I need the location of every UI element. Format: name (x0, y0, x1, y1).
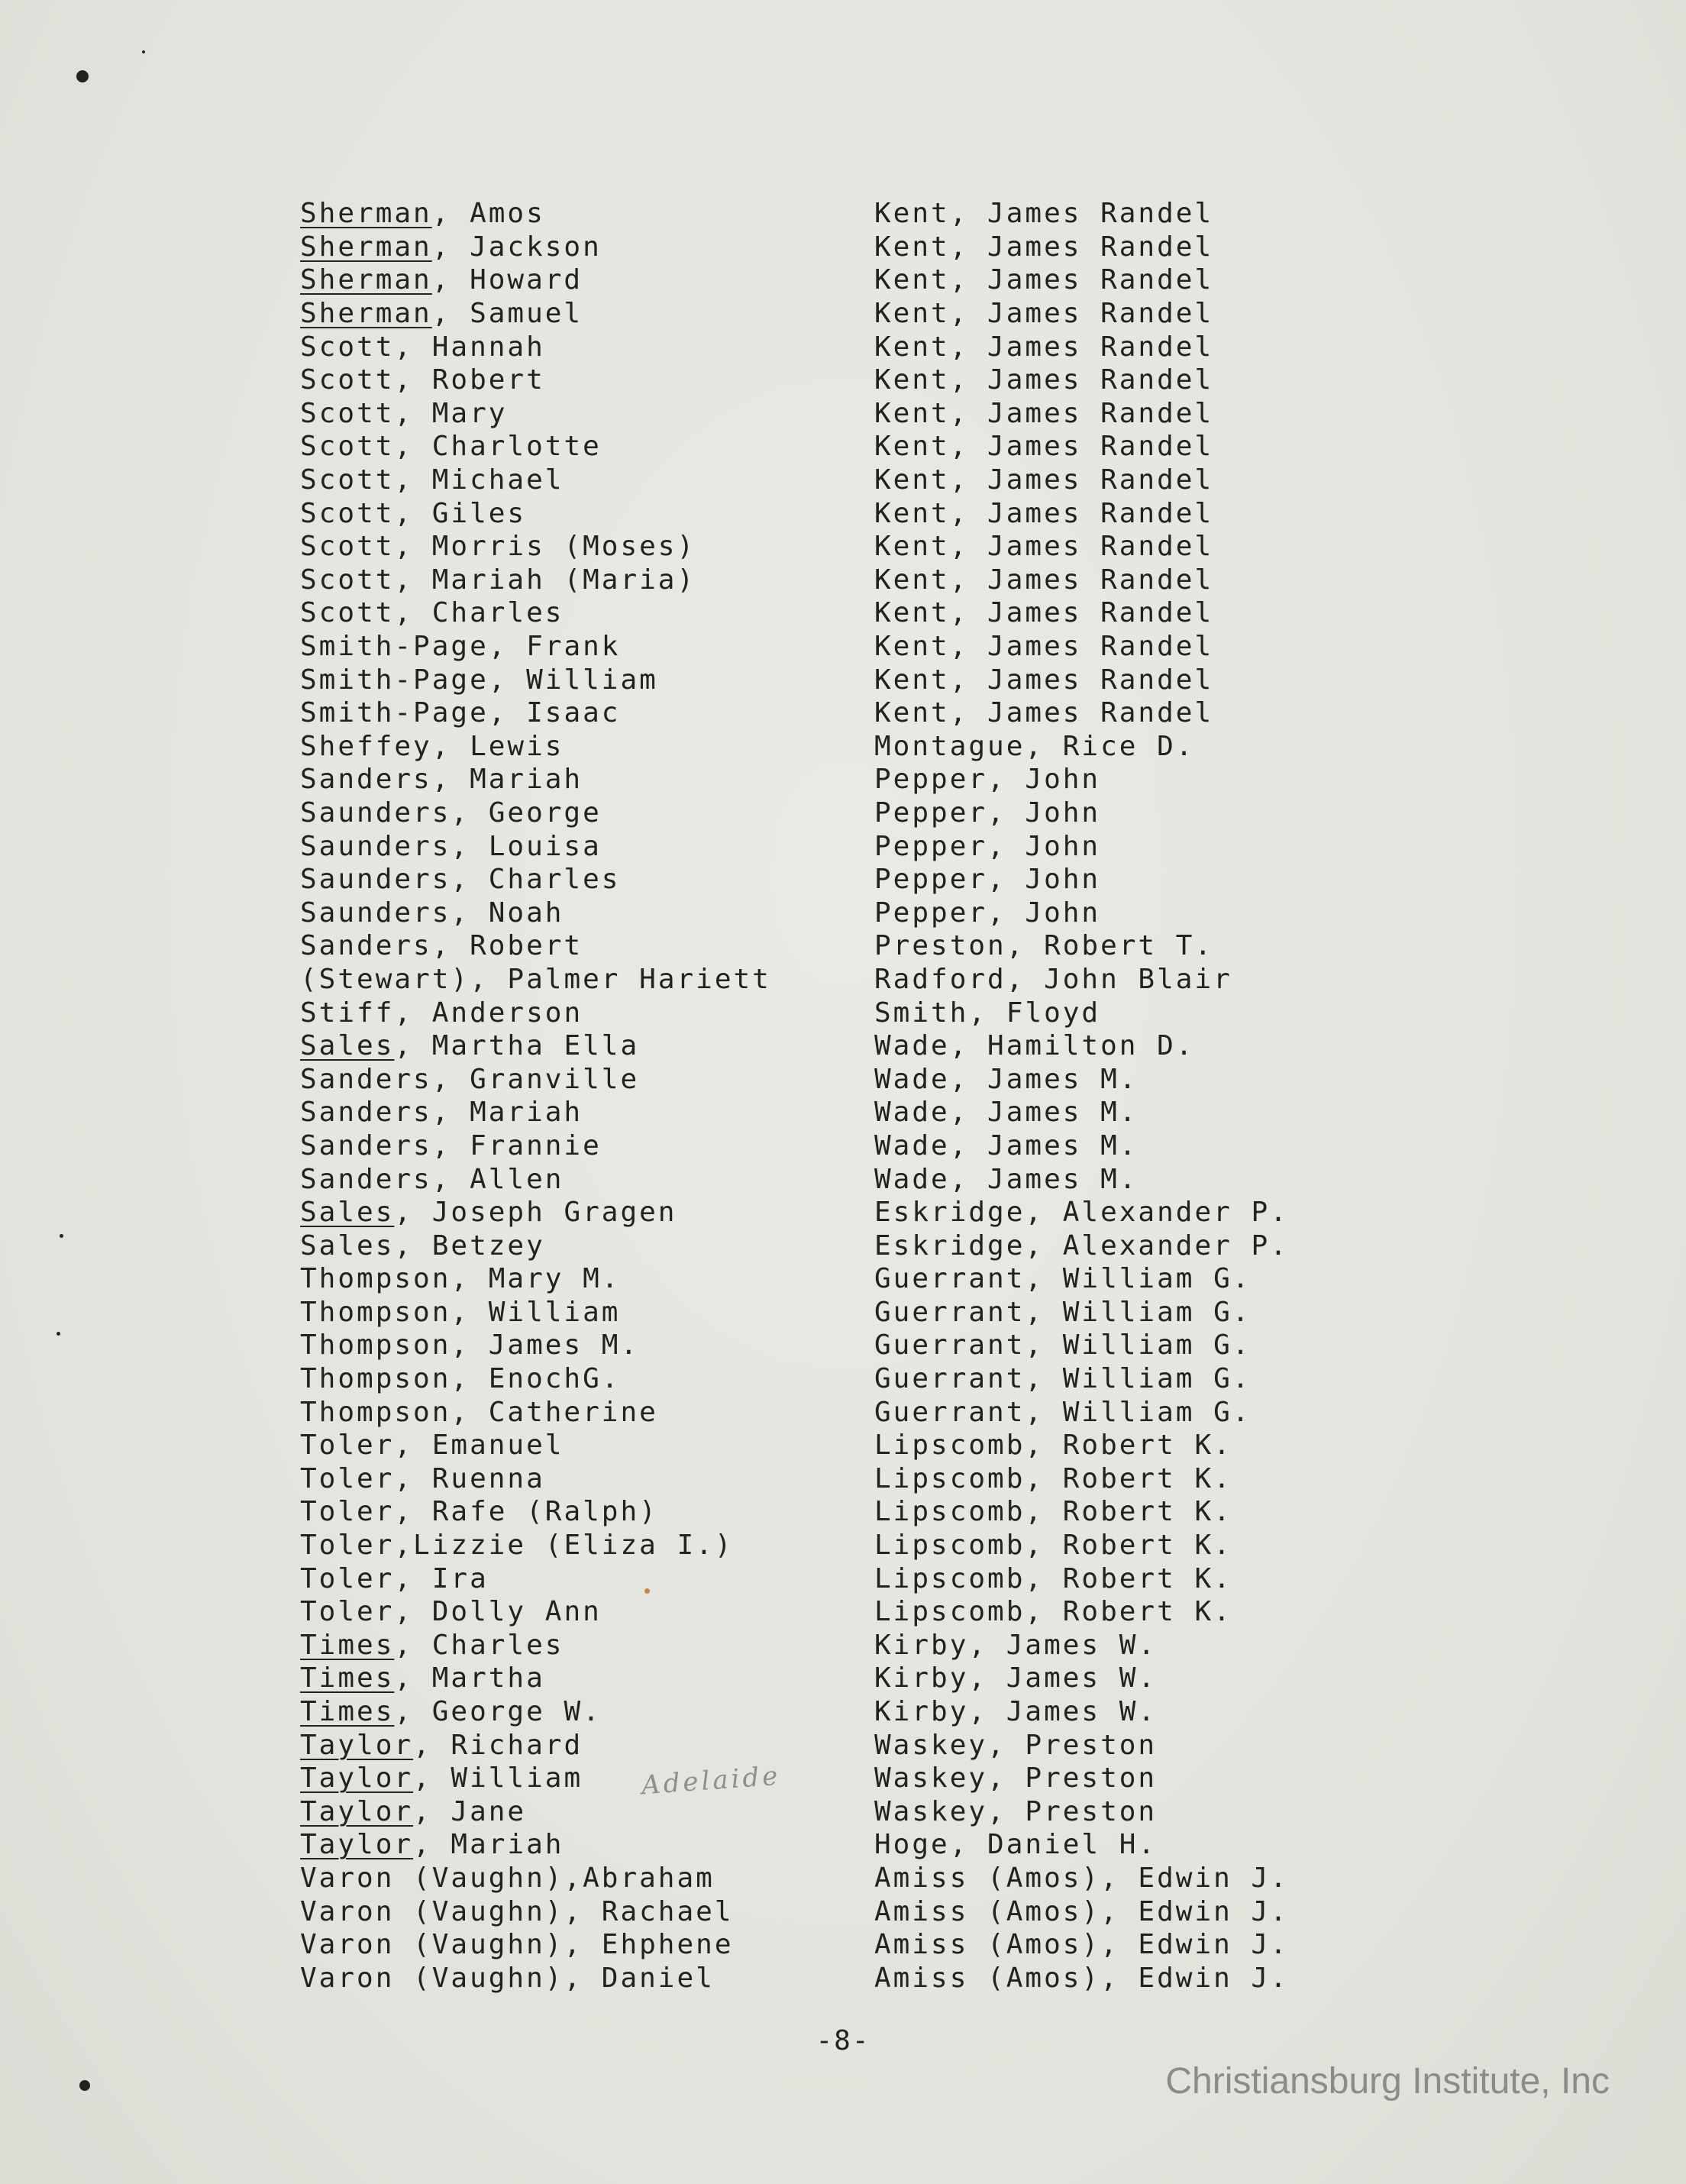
surname: Toler (300, 1530, 395, 1562)
owner-name: Lipscomb, Robert K. (874, 1530, 1232, 1562)
ink-speck (57, 1332, 60, 1336)
owner-name: Waskey, Preston (874, 1795, 1158, 1827)
given-name: , Robert (431, 930, 583, 962)
given-name: , Noah (451, 897, 564, 929)
ink-speck (76, 70, 89, 82)
surname: Taylor (300, 1795, 414, 1827)
given-name: , Mariah (Maria) (394, 564, 696, 596)
person-name (300, 797, 874, 829)
given-name: , Emanuel (394, 1430, 564, 1462)
list-item (300, 1262, 1354, 1296)
given-name: , Hannah (394, 331, 545, 363)
list-item (300, 829, 1354, 863)
owner-name: Kent, James Randel (874, 531, 1214, 563)
owner-name: Waskey, Preston (874, 1762, 1158, 1795)
surname: Scott (300, 564, 395, 596)
handwritten-note: Adelaide (640, 1760, 782, 1801)
surname: Sanders (300, 764, 432, 796)
surname: Sherman (300, 198, 432, 230)
owner-name: Hoge, Daniel H. (874, 1829, 1158, 1861)
list-item (300, 1662, 1354, 1695)
person-name (300, 1130, 874, 1161)
person-name (300, 831, 874, 862)
list-item (300, 1895, 1354, 1928)
surname: Scott (300, 531, 395, 563)
owner-name: Kirby, James W. (874, 1662, 1158, 1695)
given-name: , Mariah (431, 764, 583, 796)
person-name (300, 731, 874, 762)
list-item (300, 929, 1354, 963)
list-item (300, 1229, 1354, 1262)
owner-name: Pepper, John (874, 764, 1101, 796)
surname: Thompson (300, 1329, 451, 1362)
given-name: , Jackson (431, 231, 602, 263)
given-name: , Howard (431, 264, 583, 296)
person-name (300, 764, 874, 795)
surname: Smith-Page (300, 664, 489, 696)
owner-name: Pepper, John (874, 830, 1101, 862)
surname: Sales (300, 1030, 395, 1062)
given-name: (Vaughn),Abraham (394, 1862, 715, 1894)
owner-name: Kent, James Randel (874, 464, 1214, 496)
given-name: , Ira (394, 1562, 489, 1594)
surname: Taylor (300, 1829, 414, 1861)
person-name (300, 1696, 874, 1727)
list-item (300, 330, 1354, 363)
list-item (300, 663, 1354, 696)
list-item (300, 796, 1354, 830)
given-name: , Richard (413, 1729, 583, 1761)
surname: Scott (300, 497, 395, 529)
owner-name: Guerrant, William G. (874, 1396, 1252, 1428)
person-name (300, 1530, 874, 1561)
surname: Sanders (300, 1163, 432, 1195)
given-name: , Mary M. (451, 1263, 621, 1295)
list-item (300, 564, 1354, 597)
given-name: , Louisa (451, 830, 602, 862)
list-item (300, 1928, 1354, 1962)
list-item (300, 1096, 1354, 1129)
surname: Thompson (300, 1263, 451, 1295)
owner-name: Radford, John Blair (874, 963, 1232, 995)
person-name (300, 1197, 874, 1228)
list-item (300, 1329, 1354, 1362)
surname: (Stewart) (300, 963, 470, 995)
owner-name: Kirby, James W. (874, 1629, 1158, 1661)
list-item (300, 1495, 1354, 1529)
given-name: , Joseph Gragen (394, 1197, 677, 1229)
surname: Varon (300, 1862, 395, 1894)
given-name: , Granville (431, 1063, 640, 1095)
surname: Saunders (300, 796, 451, 829)
person-name (300, 1430, 874, 1461)
person-name (300, 1496, 874, 1527)
given-name: , Michael (394, 464, 564, 496)
surname: Thompson (300, 1363, 451, 1395)
owner-name: Kent, James Randel (874, 397, 1214, 429)
person-name (300, 631, 874, 662)
person-name (300, 1630, 874, 1661)
page-number: -8- (816, 2025, 870, 2056)
owner-name: Lipscomb, Robert K. (874, 1496, 1232, 1528)
list-item (300, 1762, 1354, 1795)
surname: Thompson (300, 1396, 451, 1428)
surname: Sales (300, 1197, 395, 1229)
list-item (300, 630, 1354, 664)
ink-speck (142, 50, 145, 53)
surname: Sherman (300, 264, 432, 296)
surname: Times (300, 1629, 395, 1661)
owner-name: Montague, Rice D. (874, 730, 1195, 762)
surname: Toler (300, 1496, 395, 1528)
person-name (300, 664, 874, 696)
list-item (300, 363, 1354, 397)
surname: Smith-Page (300, 697, 489, 729)
owner-name: Smith, Floyd (874, 997, 1101, 1029)
list-item (300, 996, 1354, 1029)
list-item (300, 1862, 1354, 1895)
list-item (300, 297, 1354, 331)
person-name (300, 930, 874, 961)
owner-name: Amiss (Amos), Edwin J. (874, 1929, 1289, 1961)
surname: Taylor (300, 1762, 414, 1795)
owner-name: Lipscomb, Robert K. (874, 1430, 1232, 1462)
surname: Toler (300, 1596, 395, 1628)
given-name: , Giles (394, 497, 527, 529)
surname: Times (300, 1662, 395, 1695)
list-item (300, 1429, 1354, 1462)
given-name: , Isaac (488, 697, 621, 729)
given-name: , Betzey (394, 1229, 545, 1262)
surname: Varon (300, 1895, 395, 1927)
owner-name: Eskridge, Alexander P. (874, 1197, 1289, 1229)
list-item (300, 896, 1354, 929)
person-name (300, 1363, 874, 1394)
owner-name: Pepper, John (874, 796, 1101, 829)
given-name: , Dolly Ann (394, 1596, 602, 1628)
owner-name: Kent, James Randel (874, 564, 1214, 596)
given-name: , Charles (394, 597, 564, 629)
owner-name: Kent, James Randel (874, 231, 1214, 263)
person-name (300, 498, 874, 529)
person-name (300, 1563, 874, 1594)
given-name: , Amos (431, 198, 545, 230)
surname: Varon (300, 1929, 395, 1961)
person-name (300, 1263, 874, 1294)
list-item (300, 1029, 1354, 1063)
list-item (300, 496, 1354, 530)
owner-name: Guerrant, William G. (874, 1363, 1252, 1395)
person-name (300, 1929, 874, 1960)
person-name (300, 231, 874, 263)
given-name: ,Lizzie (Eliza I.) (394, 1530, 734, 1562)
list-item (300, 1529, 1354, 1562)
owner-name: Kirby, James W. (874, 1696, 1158, 1728)
owner-name: Waskey, Preston (874, 1729, 1158, 1761)
list-item (300, 1961, 1354, 1995)
given-name: , Frank (488, 631, 621, 663)
given-name: , William (488, 664, 658, 696)
list-item (300, 464, 1354, 497)
surname: Sheffey (300, 730, 432, 762)
owner-name: Kent, James Randel (874, 331, 1214, 363)
given-name: , Anderson (394, 997, 583, 1029)
given-name: , Mary (394, 397, 508, 429)
person-name (300, 697, 874, 729)
owner-name: Kent, James Randel (874, 697, 1214, 729)
surname: Sanders (300, 1063, 432, 1095)
name-list (300, 197, 1354, 1995)
person-name (300, 864, 874, 895)
owner-name: Wade, Hamilton D. (874, 1030, 1195, 1062)
list-item (300, 231, 1354, 264)
person-name (300, 1030, 874, 1061)
person-name (300, 298, 874, 329)
owner-name: Pepper, John (874, 864, 1101, 896)
given-name: , Morris (Moses) (394, 531, 696, 563)
given-name: , William (451, 1296, 621, 1328)
surname: Scott (300, 364, 395, 396)
given-name: , Charles (451, 864, 621, 896)
surname: Scott (300, 331, 395, 363)
owner-name: Amiss (Amos), Edwin J. (874, 1895, 1289, 1927)
list-item (300, 263, 1354, 297)
person-name (300, 1829, 874, 1860)
person-name (300, 431, 874, 462)
surname: Scott (300, 431, 395, 463)
surname: Stiff (300, 997, 395, 1029)
surname: Saunders (300, 864, 451, 896)
owner-name: Wade, James M. (874, 1063, 1139, 1095)
surname: Smith-Page (300, 631, 489, 663)
owner-name: Guerrant, William G. (874, 1296, 1252, 1328)
surname: Toler (300, 1462, 395, 1494)
person-name (300, 1397, 874, 1428)
given-name: , George (451, 796, 602, 829)
surname: Sanders (300, 930, 432, 962)
given-name: (Vaughn), Daniel (394, 1962, 715, 1994)
owner-name: Lipscomb, Robert K. (874, 1462, 1232, 1494)
ink-speck (79, 2080, 90, 2091)
given-name: , Mariah (431, 1097, 583, 1129)
person-name (300, 1762, 874, 1794)
person-name (300, 398, 874, 429)
list-item (300, 1162, 1354, 1196)
surname: Scott (300, 464, 395, 496)
person-name (300, 1064, 874, 1095)
list-item (300, 1562, 1354, 1595)
owner-name: Kent, James Randel (874, 298, 1214, 330)
list-item (300, 1129, 1354, 1163)
person-name (300, 1963, 874, 1994)
person-name (300, 564, 874, 596)
given-name: , Jane (413, 1795, 527, 1827)
owner-name: Lipscomb, Robert K. (874, 1596, 1232, 1628)
list-item (300, 397, 1354, 431)
given-name: , Martha Ella (394, 1030, 640, 1062)
surname: Times (300, 1696, 395, 1728)
owner-name: Kent, James Randel (874, 264, 1214, 296)
list-item (300, 763, 1354, 796)
person-name (300, 997, 874, 1029)
list-item (300, 1462, 1354, 1496)
list-item (300, 1062, 1354, 1096)
given-name: , Palmer Hariett (470, 963, 771, 995)
given-name: , Charles (394, 1629, 564, 1661)
owner-name: Lipscomb, Robert K. (874, 1562, 1232, 1594)
list-item (300, 1362, 1354, 1396)
given-name: , Lewis (431, 730, 564, 762)
list-item (300, 530, 1354, 564)
person-name (300, 531, 874, 562)
list-item (300, 1296, 1354, 1329)
list-item (300, 1795, 1354, 1829)
person-name (300, 597, 874, 628)
list-item (300, 430, 1354, 464)
given-name: , Allen (431, 1163, 564, 1195)
given-name: , Samuel (431, 298, 583, 330)
person-name (300, 198, 874, 229)
given-name: , Catherine (451, 1396, 658, 1428)
list-item (300, 1828, 1354, 1862)
given-name: , Martha (394, 1662, 545, 1695)
surname: Taylor (300, 1729, 414, 1761)
list-item (300, 863, 1354, 897)
surname: Sanders (300, 1129, 432, 1161)
owner-name: Preston, Robert T. (874, 930, 1214, 962)
list-item (300, 1595, 1354, 1629)
person-name (300, 364, 874, 396)
list-item (300, 1629, 1354, 1662)
person-name (300, 1329, 874, 1361)
owner-name: Kent, James Randel (874, 497, 1214, 529)
given-name: , Rafe (Ralph) (394, 1496, 658, 1528)
person-name (300, 1863, 874, 1894)
list-item (300, 696, 1354, 730)
surname: Scott (300, 597, 395, 629)
person-name (300, 897, 874, 929)
surname: Sherman (300, 298, 432, 330)
surname: Toler (300, 1430, 395, 1462)
watermark: Christiansburg Institute, Inc (1165, 2061, 1610, 2102)
surname: Saunders (300, 830, 451, 862)
owner-name: Kent, James Randel (874, 664, 1214, 696)
given-name: , EnochG. (451, 1363, 621, 1395)
surname: Saunders (300, 897, 451, 929)
owner-name: Guerrant, William G. (874, 1263, 1252, 1295)
person-name (300, 1896, 874, 1927)
person-name (300, 1463, 874, 1494)
given-name: , Frannie (431, 1129, 602, 1161)
owner-name: Wade, James M. (874, 1163, 1139, 1195)
list-item (300, 1728, 1354, 1762)
surname: Varon (300, 1962, 395, 1994)
person-name (300, 1230, 874, 1262)
given-name: , Ruenna (394, 1462, 545, 1494)
surname: Thompson (300, 1296, 451, 1328)
owner-name: Amiss (Amos), Edwin J. (874, 1862, 1289, 1894)
list-item (300, 1695, 1354, 1729)
person-name (300, 331, 874, 363)
person-name (300, 1164, 874, 1195)
owner-name: Kent, James Randel (874, 597, 1214, 629)
person-name (300, 1662, 874, 1694)
owner-name: Guerrant, William G. (874, 1329, 1252, 1362)
surname: Scott (300, 397, 395, 429)
owner-name: Kent, James Randel (874, 431, 1214, 463)
list-item (300, 730, 1354, 764)
person-name (300, 1596, 874, 1627)
owner-name: Wade, James M. (874, 1129, 1139, 1161)
person-name (300, 964, 874, 995)
person-name (300, 1297, 874, 1328)
list-item (300, 963, 1354, 997)
given-name: (Vaughn), Rachael (394, 1895, 734, 1927)
person-name (300, 1097, 874, 1128)
list-item (300, 1395, 1354, 1429)
surname: Sherman (300, 231, 432, 263)
owner-name: Pepper, John (874, 897, 1101, 929)
person-name (300, 1796, 874, 1827)
list-item (300, 596, 1354, 630)
person-name (300, 464, 874, 496)
owner-name: Eskridge, Alexander P. (874, 1229, 1289, 1262)
given-name: , Mariah (413, 1829, 564, 1861)
owner-name: Kent, James Randel (874, 198, 1214, 230)
given-name: , George W. (394, 1696, 602, 1728)
surname: Sanders (300, 1097, 432, 1129)
owner-name: Kent, James Randel (874, 631, 1214, 663)
given-name: , William (413, 1762, 583, 1795)
surname: Toler (300, 1562, 395, 1594)
ink-speck (60, 1234, 63, 1238)
person-name (300, 264, 874, 296)
given-name: , Robert (394, 364, 545, 396)
person-name (300, 1730, 874, 1761)
owner-name: Wade, James M. (874, 1097, 1139, 1129)
given-name: , James M. (451, 1329, 640, 1362)
given-name: , Charlotte (394, 431, 602, 463)
owner-name: Amiss (Amos), Edwin J. (874, 1962, 1289, 1994)
given-name: (Vaughn), Ehphene (394, 1929, 734, 1961)
list-item (300, 1196, 1354, 1229)
surname: Sales (300, 1229, 395, 1262)
owner-name: Kent, James Randel (874, 364, 1214, 396)
list-item (300, 197, 1354, 231)
